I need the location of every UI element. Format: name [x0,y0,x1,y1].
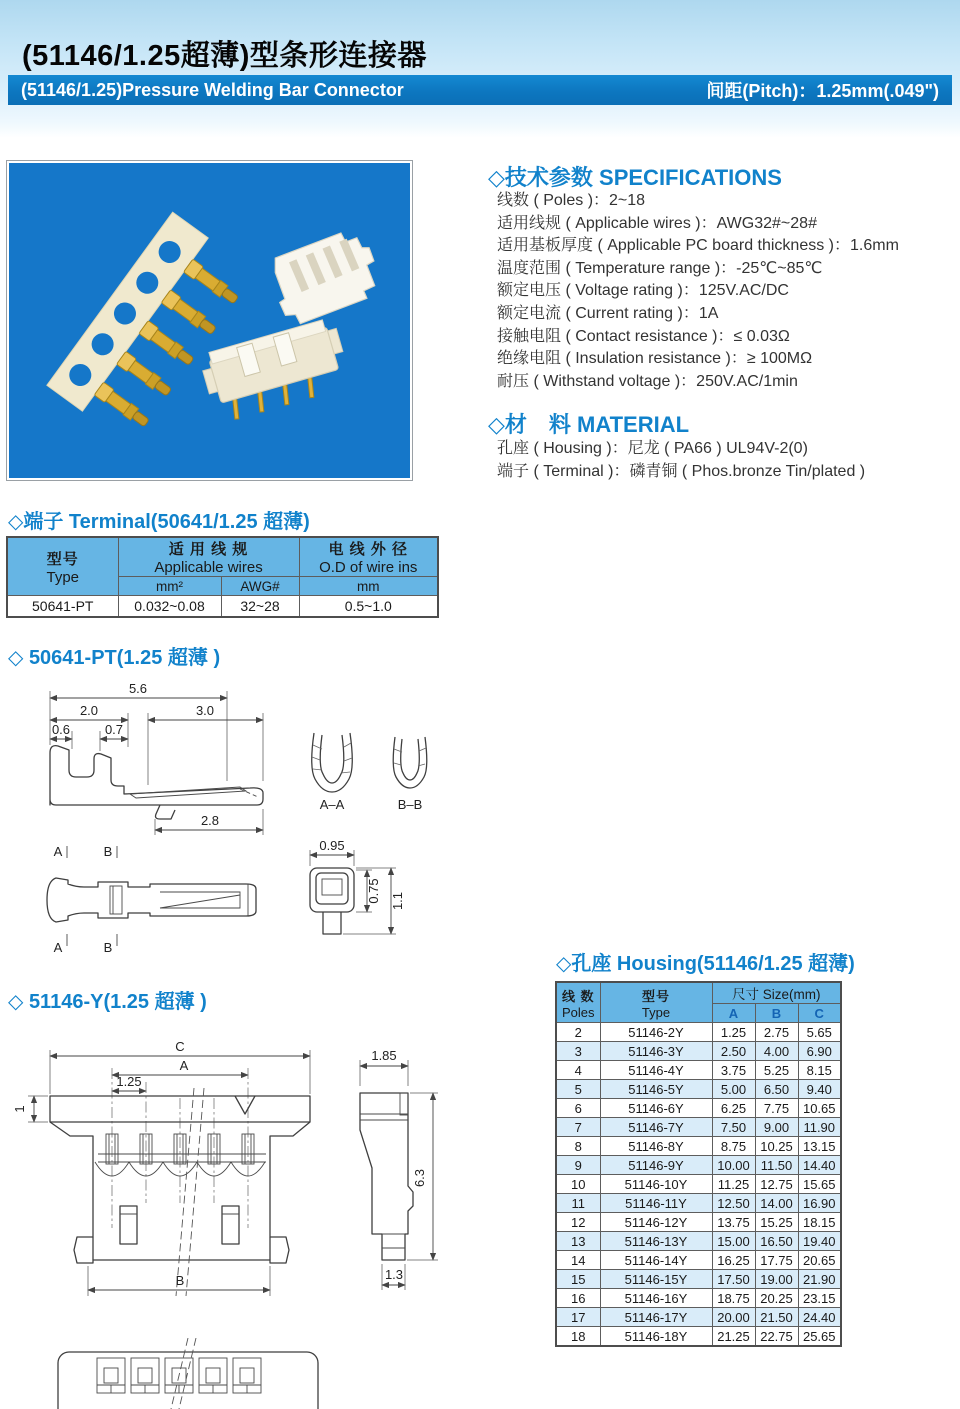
spec-item: 额定电流 ( Current rating )：1A [497,304,719,322]
housing-table-cell: 12.50 [712,1194,755,1213]
housing-table-cell: 2 [556,1023,600,1042]
housing-table-cell: 23.15 [798,1289,841,1308]
housing-bottom-view-drawing [8,1338,458,1409]
spec-item: 接触电阻 ( Contact resistance )：≤ 0.03Ω [497,327,790,345]
housing-table-cell: 4.00 [755,1042,798,1061]
housing-table-cell: 3 [556,1042,600,1061]
housing-table-cell: 5.00 [712,1080,755,1099]
housing-table-cell: 9.40 [798,1080,841,1099]
housing-table-cell: 22.75 [755,1327,798,1347]
housing-table-cell: 24.40 [798,1308,841,1327]
terminal-top-view-drawing [10,840,450,970]
housing-table-cell: 21.50 [755,1308,798,1327]
housing-table-cell: 13 [556,1232,600,1251]
housing-table-cell: 5.65 [798,1023,841,1042]
housing-table-cell: 51146-15Y [600,1270,712,1289]
housing-table-cell: 8.15 [798,1061,841,1080]
housing-table-subheader-c: C [798,1004,841,1023]
material-item: 端子 ( Terminal )：磷青铜 ( Phos.bronze Tin/plated ) [497,463,866,480]
terminal-table [6,536,439,618]
dim-label: 0.6 [51,722,71,737]
spec-item: 额定电压 ( Voltage rating )：125V.AC/DC [497,282,789,300]
dim-label: 1.25 [116,1074,142,1089]
housing-table-cell: 51146-2Y [600,1023,712,1042]
page-title: (51146/1.25超薄)型条形连接器 [22,40,427,72]
housing-table-row [556,1289,841,1308]
housing-table-cell: 19.40 [798,1232,841,1251]
terminal-side-view-drawing [10,673,460,857]
section-marker: A [53,940,63,955]
housing-table-cell: 2.75 [755,1023,798,1042]
housing-table-cell: 2.50 [712,1042,755,1061]
housing-table-cell: 51146-17Y [600,1308,712,1327]
housing-table-cell: 6.25 [712,1099,755,1118]
terminal-drawing-heading: ◇ 50641-PT(1.25 超薄 ) [8,647,221,669]
housing-table-cell: 20.65 [798,1251,841,1270]
housing-table-cell: 14.40 [798,1156,841,1175]
housing-table-cell: 12 [556,1213,600,1232]
housing-table-cell: 1.25 [712,1023,755,1042]
housing-table-row [556,1118,841,1137]
housing-section-heading: ◇孔座 Housing(51146/1.25 超薄) [556,953,855,975]
spec-item: 线数 ( Poles )：2~18 [497,192,646,209]
housing-table-row [556,1080,841,1099]
housing-table-cell: 16 [556,1289,600,1308]
photo-background [9,163,410,478]
housing-table-cell: 18.75 [712,1289,755,1308]
housing-table-row [556,1099,841,1118]
dim-label: 2.8 [200,813,220,828]
page-subtitle-en: (51146/1.25)Pressure Welding Bar Connector [21,79,404,100]
housing-table-cell: 11 [556,1194,600,1213]
terminal-table-header-type: 型号 Type [7,537,118,596]
housing-table-row [556,1194,841,1213]
housing-table-cell: 51146-11Y [600,1194,712,1213]
housing-table-cell: 51146-10Y [600,1175,712,1194]
housing-table-cell: 11.50 [755,1156,798,1175]
dim-label: 1.3 [384,1267,404,1282]
housing-table-cell: 3.75 [712,1061,755,1080]
dim-label: A [179,1058,189,1073]
housing-table-row [556,1156,841,1175]
housing-table-cell: 9 [556,1156,600,1175]
housing-table-cell: 19.00 [755,1270,798,1289]
terminal-table-cell: 50641-PT [7,596,118,617]
housing-table-cell: 51146-7Y [600,1118,712,1137]
material-item: 孔座 ( Housing )：尼龙 ( PA66 ) UL94V-2(0) [497,440,808,457]
housing-table-cell: 15.25 [755,1213,798,1232]
housing-table-cell: 51146-3Y [600,1042,712,1061]
housing-table-cell: 17.75 [755,1251,798,1270]
housing-table-cell: 16.25 [712,1251,755,1270]
housing-table-row [556,1270,841,1289]
housing-table-cell: 8 [556,1137,600,1156]
housing-table-cell: 5.25 [755,1061,798,1080]
housing-table-cell: 51146-14Y [600,1251,712,1270]
terminal-table-subheader-mm: mm [299,577,438,596]
housing-table-cell: 51146-12Y [600,1213,712,1232]
spec-item: 绝缘电阻 ( Insulation resistance )：≥ 100MΩ [497,350,813,368]
terminal-table-cell: 0.5~1.0 [299,596,438,617]
dim-label: 0.7 [104,722,124,737]
housing-table-cell: 13.75 [712,1213,755,1232]
housing-table-cell: 8.75 [712,1137,755,1156]
housing-table-cell: 17 [556,1308,600,1327]
housing-table-cell: 18.15 [798,1213,841,1232]
housing-table-cell: 6 [556,1099,600,1118]
housing-table-cell: 11.90 [798,1118,841,1137]
housing-table-row [556,1251,841,1270]
dim-label: 5.6 [128,681,148,696]
section-label: A–A [319,797,345,812]
housing-table-cell: 51146-9Y [600,1156,712,1175]
housing-table-cell: 17.50 [712,1270,755,1289]
housing-table-row [556,1061,841,1080]
terminal-section-heading: ◇端子 Terminal(50641/1.25 超薄) [8,511,310,533]
housing-table-header-type: 型号 Type [600,982,712,1023]
dim-label: 1.85 [371,1048,397,1063]
housing-table-cell: 51146-16Y [600,1289,712,1308]
housing-table-cell: 7.50 [712,1118,755,1137]
spec-item: 适用线规 ( Applicable wires )：AWG32#~28# [497,214,817,232]
housing-table-row [556,1042,841,1061]
housing-table-row [556,1232,841,1251]
terminal-table-subheader-awg: AWG# [221,577,299,596]
housing-table-cell: 15.65 [798,1175,841,1194]
housing-table-cell: 21.25 [712,1327,755,1347]
housing-table-header-poles: 线 数 Poles [556,982,600,1023]
product-photo [9,163,410,478]
housing-table-cell: 14 [556,1251,600,1270]
spec-item: 适用基板厚度 ( Applicable PC board thickness )：1.6mm [497,237,899,255]
housing-table-cell: 6.50 [755,1080,798,1099]
dim-label: 6.3 [412,1168,427,1188]
housing-table-cell: 4 [556,1061,600,1080]
header-blue-bar [8,75,952,105]
housing-table-cell: 25.65 [798,1327,841,1347]
dim-label: 3.0 [195,703,215,718]
housing-table-cell: 21.90 [798,1270,841,1289]
section-marker: B [103,844,113,859]
housing-drawing [8,1038,458,1318]
housing-table-header-size: 尺寸 Size(mm) [712,982,841,1004]
housing-drawing-heading: ◇ 51146-Y(1.25 超薄 ) [8,991,207,1013]
dim-label: 0.75 [366,878,381,904]
housing-table-cell: 51146-18Y [600,1327,712,1347]
housing-table-cell: 7 [556,1118,600,1137]
housing-table-cell: 20.00 [712,1308,755,1327]
pitch-label: 间距(Pitch)：1.25mm(.049") [706,81,939,101]
material-heading: ◇材 料 MATERIAL [488,412,690,437]
dim-label: 0.95 [319,840,345,853]
housing-table-cell: 20.25 [755,1289,798,1308]
housing-table-cell: 10 [556,1175,600,1194]
housing-table-cell: 51146-8Y [600,1137,712,1156]
terminal-table-subheader-mm2: mm² [118,577,221,596]
section-label: B–B [397,797,423,812]
housing-table-cell: 51146-13Y [600,1232,712,1251]
housing-table-cell: 5 [556,1080,600,1099]
housing-table-cell: 10.65 [798,1099,841,1118]
housing-table-cell: 9.00 [755,1118,798,1137]
material-list [497,437,865,483]
housing-table-row [556,1308,841,1327]
housing-table-cell: 6.90 [798,1042,841,1061]
terminal-table-cell: 0.032~0.08 [118,596,221,617]
housing-table-cell: 10.00 [712,1156,755,1175]
housing-table-cell: 13.15 [798,1137,841,1156]
housing-table-cell: 15 [556,1270,600,1289]
housing-table-cell: 7.75 [755,1099,798,1118]
section-marker: B [103,940,113,955]
spec-item: 温度范围 ( Temperature range )：-25℃~85℃ [497,259,823,277]
housing-table-cell: 16.50 [755,1232,798,1251]
housing-table-subheader-b: B [755,1004,798,1023]
housing-table-row [556,1023,841,1042]
housing-table-cell: 51146-6Y [600,1099,712,1118]
spec-item: 耐压 ( Withstand voltage )：250V.AC/1min [497,372,798,390]
housing-table-cell: 18 [556,1327,600,1347]
specifications-heading: ◇技术参数 SPECIFICATIONS [488,165,782,190]
dim-label: 2.0 [79,703,99,718]
housing-table-row [556,1137,841,1156]
terminal-table-header-wires: 适 用 线 规 Applicable wires [118,537,299,577]
dim-label: C [175,1039,185,1054]
housing-table-cell: 10.25 [755,1137,798,1156]
specifications-list [497,190,899,393]
housing-table-cell: 11.25 [712,1175,755,1194]
terminal-table-header-od: 电 线 外 径 O.D of wire ins [299,537,438,577]
terminal-table-cell: 32~28 [221,596,299,617]
housing-table-cell: 51146-4Y [600,1061,712,1080]
dim-label: 1.1 [390,891,405,911]
housing-table [555,981,842,1347]
product-photo-frame [6,160,413,481]
housing-table-cell: 15.00 [712,1232,755,1251]
housing-table-subheader-a: A [712,1004,755,1023]
housing-table-row [556,1175,841,1194]
housing-table-cell: 51146-5Y [600,1080,712,1099]
housing-table-row [556,1327,841,1347]
dim-label: 1 [12,1105,27,1113]
housing-table-row [556,1213,841,1232]
terminal-table-row [7,596,438,617]
section-marker: A [53,844,63,859]
housing-table-cell: 14.00 [755,1194,798,1213]
housing-table-cell: 12.75 [755,1175,798,1194]
dim-label: B [175,1273,185,1288]
housing-table-cell: 16.90 [798,1194,841,1213]
